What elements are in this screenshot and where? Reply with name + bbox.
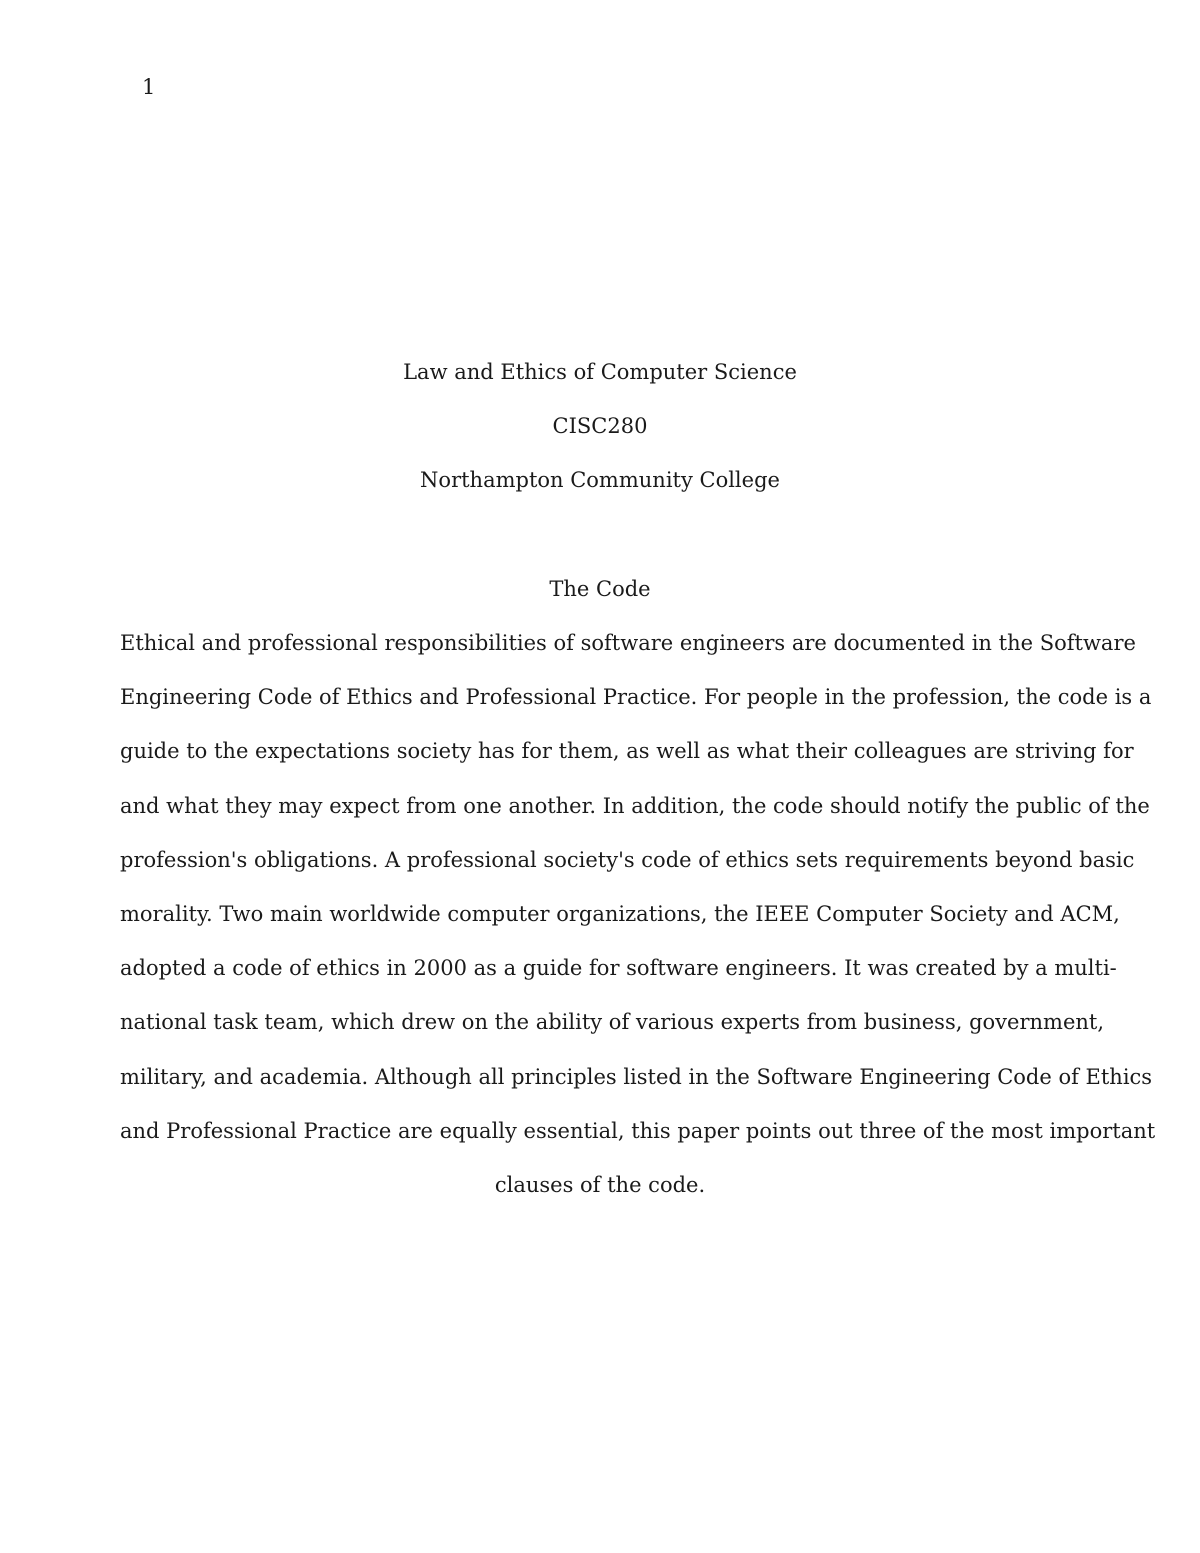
paragraph-line: profession's obligations. A professional society's code of ethics sets requirements beyond basic bbox=[120, 847, 1135, 872]
section-heading: The Code bbox=[549, 577, 651, 601]
paragraph-line: and Professional Practice are equally essential, this paper points out three of the most important bbox=[120, 1118, 1156, 1143]
paragraph-line: clauses of the code. bbox=[494, 1172, 706, 1197]
title-block bbox=[0, 356, 1200, 518]
paragraph-line: and what they may expect from one another. In addition, the code should notify the public of the bbox=[120, 793, 1150, 818]
paragraph-line: guide to the expectations society has for them, as well as what their colleagues are striving for bbox=[120, 739, 1134, 764]
institution-name: Northampton Community College bbox=[420, 468, 780, 492]
paragraph-line: morality. Two main worldwide computer organizations, the IEEE Computer Society and ACM, bbox=[120, 901, 1120, 926]
paper-title: Law and Ethics of Computer Science bbox=[403, 360, 797, 384]
paragraph-line: national task team, which drew on the ability of various experts from business, government, bbox=[120, 1010, 1105, 1035]
body-paragraph bbox=[120, 627, 1156, 1223]
page-number: 1 bbox=[142, 75, 156, 99]
paragraph-line: adopted a code of ethics in 2000 as a guide for software engineers. It was created by a multi- bbox=[120, 956, 1117, 981]
paragraph-line: Ethical and professional responsibilities of software engineers are documented in the Software bbox=[120, 631, 1136, 655]
paragraph-line: Engineering Code of Ethics and Professional Practice. For people in the profession, the code is a bbox=[120, 685, 1152, 710]
paragraph-line: military, and academia. Although all principles listed in the Software Engineering Code of Ethics bbox=[120, 1064, 1153, 1089]
course-code: CISC280 bbox=[552, 414, 648, 438]
